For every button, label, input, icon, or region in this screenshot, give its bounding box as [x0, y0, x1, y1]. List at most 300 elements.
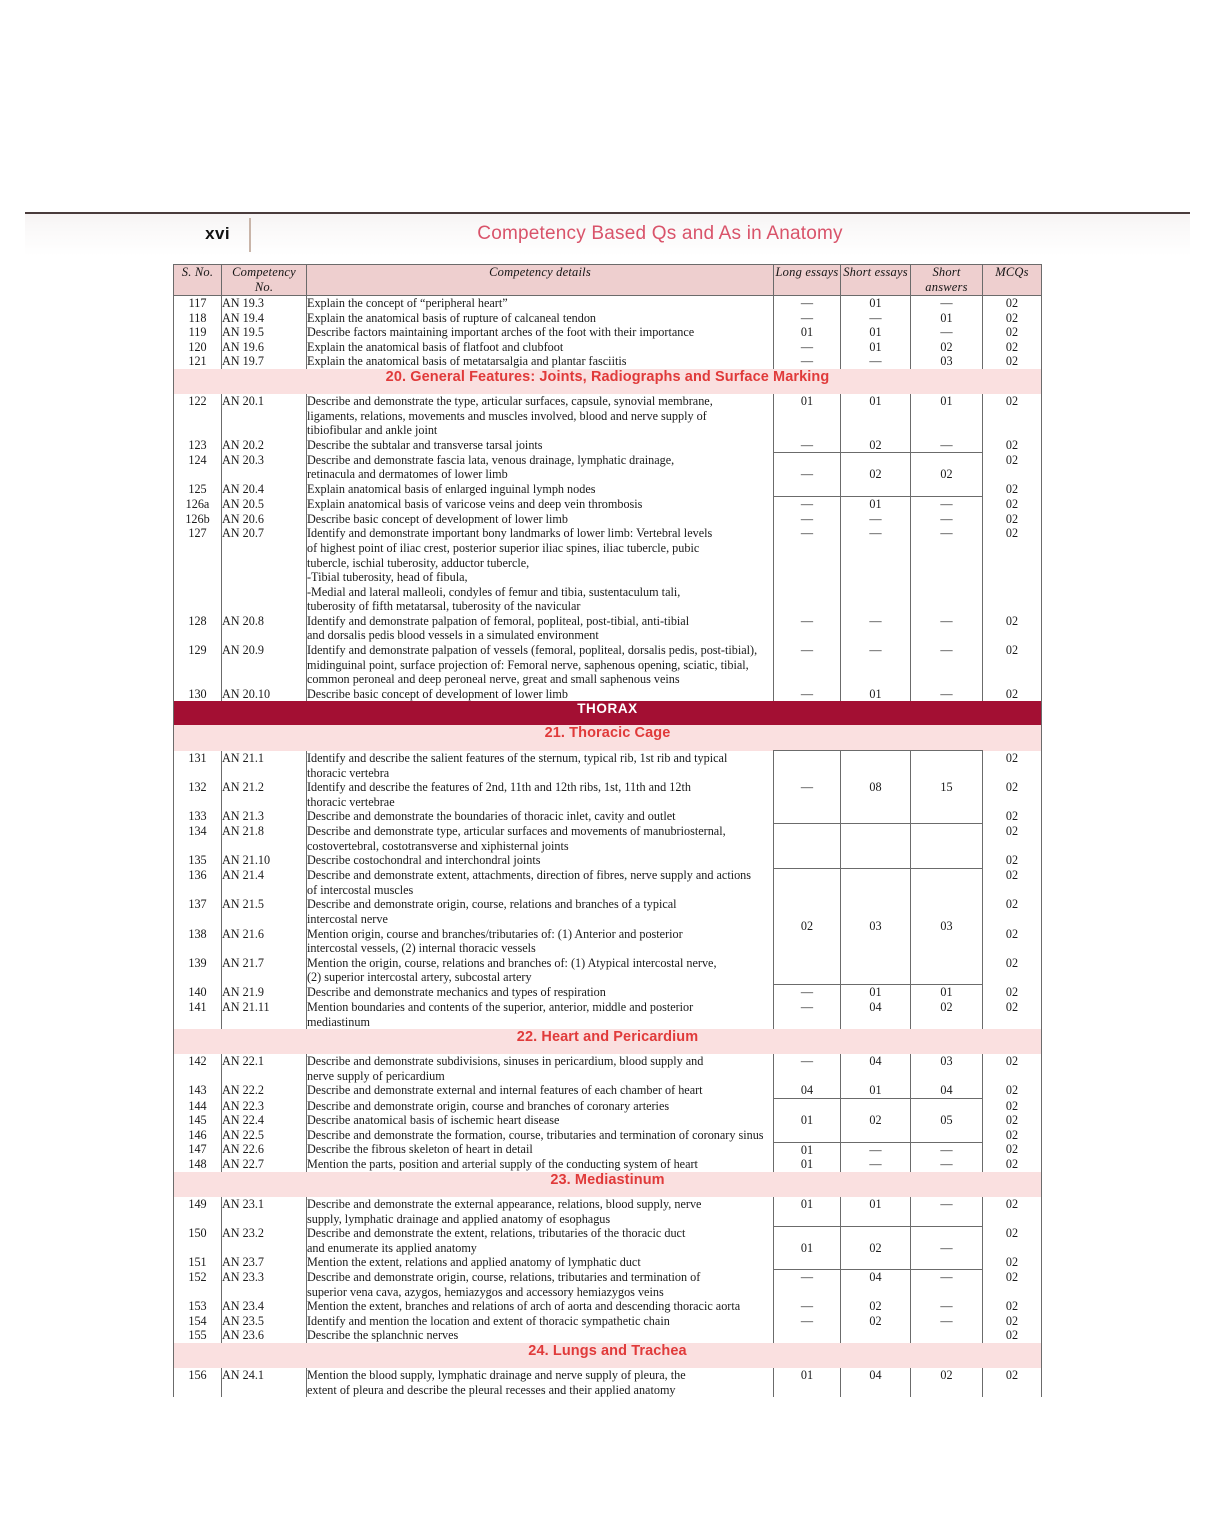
- cell-serial-number: 131: [174, 751, 222, 780]
- cell-competency-number: AN 21.2: [222, 780, 307, 809]
- cell-short-answers: 02: [911, 453, 983, 497]
- section-band-label: 24. Lungs and Trachea: [174, 1343, 1042, 1368]
- detail-line: midinguinal point, surface projection of: Femoral nerve, saphenous opening, sciatic, tibial,: [307, 657, 749, 672]
- region-band-label: THORAX: [174, 701, 1042, 725]
- detail-line: tibiofibular and ankle joint: [307, 423, 438, 438]
- cell-long-essays: 01: [774, 394, 841, 438]
- cell-competency-number: AN 22.2: [222, 1083, 307, 1098]
- detail-line: Mention the parts, position and arterial supply of the conducting system of heart: [307, 1157, 698, 1172]
- cell-mcqs: 02: [983, 824, 1042, 853]
- detail-line: Identify and mention the location and extent of thoracic sympathetic chain: [307, 1313, 670, 1328]
- cell-competency-number: AN 21.4: [222, 868, 307, 897]
- detail-line: retinacula and dermatomes of lower limb: [307, 467, 508, 482]
- cell-mcqs: 02: [983, 687, 1042, 702]
- section-band-row: [174, 1172, 1042, 1197]
- cell-competency-number: AN 22.5: [222, 1128, 307, 1143]
- detail-line: tuberosity of fifth metatarsal, tuberosity of the navicular: [307, 599, 581, 614]
- col-header-long-essays: Long essays: [774, 265, 841, 296]
- cell-short-answers: [911, 824, 983, 853]
- detail-line: superior vena cava, azygos, hemiazygos and accessory hemiazygos veins: [307, 1284, 664, 1299]
- cell-serial-number: 148: [174, 1157, 222, 1172]
- col-header-short-answers: Short answers: [911, 265, 983, 296]
- cell-short-essays: 04: [841, 1054, 911, 1083]
- section-band-row: [174, 725, 1042, 751]
- detail-line: Describe the fibrous skeleton of heart in detail: [307, 1142, 533, 1157]
- cell-long-essays: 04: [774, 1083, 841, 1098]
- cell-long-essays: 02: [774, 868, 841, 985]
- cell-competency-number: AN 21.1: [222, 751, 307, 780]
- cell-mcqs: 02: [983, 453, 1042, 482]
- page-folio-number: xvi: [205, 224, 230, 243]
- cell-serial-number: 156: [174, 1368, 222, 1397]
- table-row: [174, 751, 1042, 780]
- detail-line: Mention the blood supply, lymphatic drainage and nerve supply of pleura, the: [307, 1367, 686, 1382]
- cell-short-answers: 02: [911, 340, 983, 355]
- cell-serial-number: 129: [174, 643, 222, 687]
- cell-competency-number: AN 22.3: [222, 1099, 307, 1114]
- detail-line: Identify and demonstrate palpation of vessels (femoral, popliteal, dorsalis pedis, post-tibial),: [307, 643, 758, 658]
- detail-line: Describe the splanchnic nerves: [307, 1328, 459, 1343]
- cell-competency-number: AN 23.1: [222, 1197, 307, 1226]
- cell-competency-number: AN 20.2: [222, 438, 307, 453]
- cell-short-answers: —: [911, 296, 983, 311]
- table-row: [174, 394, 1042, 438]
- detail-line: Describe and demonstrate the boundaries of thoracic inlet, cavity and outlet: [307, 809, 676, 824]
- cell-short-answers: —: [911, 1157, 983, 1172]
- cell-long-essays: —: [774, 751, 841, 824]
- cell-short-essays: 02: [841, 1099, 911, 1143]
- cell-mcqs: 02: [983, 1255, 1042, 1270]
- cell-long-essays: —: [774, 311, 841, 326]
- detail-line: extent of pleura and describe the pleural recesses and their applied anatomy: [307, 1382, 676, 1397]
- cell-competency-number: AN 22.1: [222, 1054, 307, 1083]
- cell-competency-number: AN 20.3: [222, 453, 307, 482]
- cell-competency-details: [307, 354, 774, 369]
- cell-short-essays: 02: [841, 1299, 911, 1314]
- detail-line: (2) superior intercostal artery, subcostal artery: [307, 970, 532, 985]
- section-band-label: 20. General Features: Joints, Radiographs and Surface Marking: [174, 369, 1042, 394]
- cell-mcqs: 02: [983, 780, 1042, 809]
- col-header-details: Competency details: [307, 265, 774, 296]
- cell-serial-number: 136: [174, 868, 222, 897]
- cell-competency-details: [307, 512, 774, 527]
- table-row: [174, 1099, 1042, 1114]
- table-row: [174, 824, 1042, 853]
- detail-line: Describe and demonstrate the type, articular surfaces, capsule, synovial membrane,: [307, 393, 713, 408]
- table-row: [174, 1226, 1042, 1255]
- cell-serial-number: 119: [174, 325, 222, 340]
- running-header: [25, 212, 1190, 256]
- detail-line: Describe and demonstrate extent, attachments, direction of fibres, nerve supply and actions: [307, 868, 752, 883]
- detail-line: Describe basic concept of development of lower limb: [307, 511, 568, 526]
- cell-long-essays: 01: [774, 1368, 841, 1397]
- cell-competency-details: [307, 853, 774, 868]
- cell-short-answers: [911, 1328, 983, 1343]
- cell-short-answers: —: [911, 325, 983, 340]
- cell-short-essays: —: [841, 614, 911, 643]
- table-row: [174, 340, 1042, 355]
- cell-mcqs: 02: [983, 394, 1042, 438]
- section-band-row: [174, 1343, 1042, 1368]
- cell-competency-details: [307, 1142, 774, 1157]
- cell-competency-details: [307, 1099, 774, 1114]
- cell-mcqs: 02: [983, 1328, 1042, 1343]
- cell-competency-number: AN 20.5: [222, 497, 307, 512]
- cell-competency-details: [307, 1197, 774, 1226]
- cell-mcqs: 02: [983, 325, 1042, 340]
- detail-line: thoracic vertebra: [307, 765, 390, 780]
- cell-mcqs: 02: [983, 1157, 1042, 1172]
- table-row: [174, 1299, 1042, 1314]
- detail-line: Describe and demonstrate type, articular surfaces and movements of manubriosternal,: [307, 823, 726, 838]
- cell-mcqs: 02: [983, 897, 1042, 926]
- cell-competency-details: [307, 1314, 774, 1329]
- table-row: [174, 868, 1042, 897]
- cell-short-essays: [841, 1328, 911, 1343]
- cell-serial-number: 154: [174, 1314, 222, 1329]
- cell-long-essays: —: [774, 1054, 841, 1083]
- detail-line: Explain the concept of “peripheral heart”: [307, 296, 508, 310]
- cell-short-essays: —: [841, 354, 911, 369]
- detail-line: tubercle, ischial tuberosity, adductor tubercle,: [307, 555, 530, 570]
- cell-competency-number: AN 21.5: [222, 897, 307, 926]
- cell-mcqs: 02: [983, 482, 1042, 497]
- cell-long-essays: —: [774, 453, 841, 497]
- table-header-row: [174, 265, 1042, 296]
- cell-competency-details: [307, 868, 774, 897]
- cell-competency-details: [307, 897, 774, 926]
- cell-long-essays: 01: [774, 325, 841, 340]
- detail-line: -Medial and lateral malleoli, condyles of femur and tibia, sustentaculum tali,: [307, 584, 681, 599]
- cell-serial-number: 125: [174, 482, 222, 497]
- cell-short-essays: [841, 824, 911, 853]
- cell-competency-number: AN 21.6: [222, 927, 307, 956]
- section-band-label: 22. Heart and Pericardium: [174, 1029, 1042, 1054]
- detail-line: Explain the anatomical basis of rupture of calcaneal tendon: [307, 310, 597, 325]
- cell-short-essays: 02: [841, 1314, 911, 1329]
- table-row: [174, 1000, 1042, 1029]
- cell-competency-details: [307, 526, 774, 614]
- detail-line: ligaments, relations, movements and muscles involved, blood and nerve supply of: [307, 408, 707, 423]
- cell-competency-number: AN 20.10: [222, 687, 307, 702]
- cell-mcqs: 02: [983, 956, 1042, 985]
- cell-competency-details: [307, 1128, 774, 1143]
- cell-competency-number: AN 19.7: [222, 354, 307, 369]
- cell-long-essays: 01: [774, 1142, 841, 1157]
- cell-long-essays: —: [774, 1299, 841, 1314]
- cell-mcqs: 02: [983, 643, 1042, 687]
- detail-line: Describe and demonstrate mechanics and types of respiration: [307, 984, 606, 999]
- cell-competency-details: [307, 453, 774, 482]
- cell-mcqs: 02: [983, 1099, 1042, 1114]
- cell-competency-details: [307, 296, 774, 311]
- cell-serial-number: 117: [174, 296, 222, 311]
- cell-mcqs: 02: [983, 1054, 1042, 1083]
- cell-serial-number: 130: [174, 687, 222, 702]
- cell-short-essays: 02: [841, 1226, 911, 1270]
- table-row: [174, 614, 1042, 643]
- cell-short-essays: 04: [841, 1270, 911, 1299]
- cell-serial-number: 147: [174, 1142, 222, 1157]
- cell-competency-details: [307, 1113, 774, 1128]
- cell-competency-number: AN 21.10: [222, 853, 307, 868]
- detail-line: Identify and describe the salient features of the sternum, typical rib, 1st rib and typical: [307, 750, 728, 765]
- cell-mcqs: 02: [983, 526, 1042, 614]
- detail-line: Mention the extent, relations and applied anatomy of lymphatic duct: [307, 1255, 641, 1270]
- detail-line: Explain the anatomical basis of metatarsalgia and plantar fasciitis: [307, 354, 627, 369]
- cell-short-answers: —: [911, 512, 983, 527]
- cell-competency-details: [307, 1328, 774, 1343]
- col-header-sno: S. No.: [174, 265, 222, 296]
- cell-mcqs: 02: [983, 809, 1042, 824]
- cell-serial-number: 141: [174, 1000, 222, 1029]
- cell-short-answers: —: [911, 687, 983, 702]
- cell-mcqs: 02: [983, 340, 1042, 355]
- cell-long-essays: [774, 824, 841, 853]
- folio-divider: [249, 218, 251, 252]
- cell-competency-number: AN 19.3: [222, 296, 307, 311]
- cell-long-essays: —: [774, 985, 841, 1000]
- cell-serial-number: 134: [174, 824, 222, 853]
- detail-line: common peroneal and deep peroneal nerve, great and small saphenous veins: [307, 672, 680, 687]
- cell-short-answers: —: [911, 643, 983, 687]
- cell-long-essays: —: [774, 1000, 841, 1029]
- section-band-row: [174, 369, 1042, 394]
- cell-serial-number: 128: [174, 614, 222, 643]
- cell-long-essays: —: [774, 1314, 841, 1329]
- cell-competency-number: AN 22.7: [222, 1157, 307, 1172]
- cell-serial-number: 152: [174, 1270, 222, 1299]
- detail-line: Identify and demonstrate palpation of femoral, popliteal, post-tibial, anti-tibial: [307, 613, 690, 628]
- table-row: [174, 985, 1042, 1000]
- cell-serial-number: 155: [174, 1328, 222, 1343]
- col-header-mcqs: MCQs: [983, 265, 1042, 296]
- cell-short-answers: [911, 853, 983, 868]
- table-row: [174, 1083, 1042, 1098]
- cell-competency-details: [307, 1299, 774, 1314]
- cell-short-essays: —: [841, 526, 911, 614]
- cell-competency-details: [307, 497, 774, 512]
- cell-short-essays: 01: [841, 1197, 911, 1226]
- cell-short-essays: 01: [841, 296, 911, 311]
- cell-competency-details: [307, 1000, 774, 1029]
- cell-short-essays: —: [841, 1157, 911, 1172]
- cell-short-answers: 01: [911, 985, 983, 1000]
- cell-competency-details: [307, 927, 774, 956]
- cell-competency-number: AN 19.4: [222, 311, 307, 326]
- cell-long-essays: 01: [774, 1197, 841, 1226]
- cell-competency-number: AN 20.4: [222, 482, 307, 497]
- cell-competency-details: [307, 1270, 774, 1299]
- cell-mcqs: 02: [983, 614, 1042, 643]
- cell-serial-number: 143: [174, 1083, 222, 1098]
- detail-line: Describe and demonstrate external and internal features of each chamber of heart: [307, 1083, 703, 1098]
- cell-short-answers: —: [911, 497, 983, 512]
- cell-serial-number: 133: [174, 809, 222, 824]
- table-row: [174, 853, 1042, 868]
- cell-short-essays: 02: [841, 453, 911, 497]
- cell-serial-number: 138: [174, 927, 222, 956]
- cell-competency-number: AN 21.11: [222, 1000, 307, 1029]
- cell-serial-number: 124: [174, 453, 222, 482]
- cell-competency-number: AN 23.3: [222, 1270, 307, 1299]
- cell-mcqs: 02: [983, 1270, 1042, 1299]
- cell-competency-number: AN 19.6: [222, 340, 307, 355]
- detail-line: Describe and demonstrate origin, course and branches of coronary arteries: [307, 1098, 670, 1113]
- cell-short-essays: 01: [841, 394, 911, 438]
- detail-line: Describe costochondral and interchondral joints: [307, 853, 541, 868]
- cell-short-answers: 05: [911, 1099, 983, 1143]
- detail-line: Describe and demonstrate the extent, relations, tributaries of the thoracic duct: [307, 1226, 686, 1241]
- cell-mcqs: 02: [983, 1113, 1042, 1128]
- detail-line: Describe and demonstrate the formation, course, tributaries and termination of coronary sinus: [307, 1127, 764, 1142]
- cell-competency-number: AN 20.6: [222, 512, 307, 527]
- cell-competency-details: [307, 985, 774, 1000]
- cell-mcqs: 02: [983, 1197, 1042, 1226]
- table-row: [174, 1314, 1042, 1329]
- cell-long-essays: [774, 853, 841, 868]
- cell-short-answers: —: [911, 614, 983, 643]
- cell-long-essays: —: [774, 296, 841, 311]
- table-row: [174, 1142, 1042, 1157]
- detail-line: Describe the subtalar and transverse tarsal joints: [307, 437, 543, 452]
- table-row: [174, 687, 1042, 702]
- cell-short-answers: —: [911, 1226, 983, 1270]
- detail-line: Describe basic concept of development of lower limb: [307, 686, 568, 701]
- cell-short-essays: —: [841, 512, 911, 527]
- cell-short-essays: 01: [841, 687, 911, 702]
- cell-mcqs: 02: [983, 1128, 1042, 1143]
- cell-short-answers: —: [911, 526, 983, 614]
- section-band-label: 23. Mediastinum: [174, 1172, 1042, 1197]
- cell-competency-details: [307, 325, 774, 340]
- detail-line: Describe anatomical basis of ischemic heart disease: [307, 1113, 560, 1128]
- cell-serial-number: 135: [174, 853, 222, 868]
- detail-line: intercostal vessels, (2) internal thoracic vessels: [307, 941, 536, 956]
- detail-line: Identify and demonstrate important bony landmarks of lower limb: Vertebral levels: [307, 526, 713, 541]
- table-row: [174, 1054, 1042, 1083]
- detail-line: Describe factors maintaining important arches of the foot with their importance: [307, 325, 695, 340]
- cell-short-answers: —: [911, 1270, 983, 1299]
- detail-line: mediastinum: [307, 1014, 370, 1029]
- cell-competency-details: [307, 311, 774, 326]
- cell-serial-number: 126b: [174, 512, 222, 527]
- detail-line: -Tibial tuberosity, head of fibula,: [307, 570, 468, 585]
- cell-long-essays: 01: [774, 1099, 841, 1143]
- cell-competency-details: [307, 751, 774, 780]
- cell-mcqs: 02: [983, 985, 1042, 1000]
- detail-line: intercostal nerve: [307, 911, 388, 926]
- cell-mcqs: 02: [983, 927, 1042, 956]
- detail-line: Describe and demonstrate fascia lata, venous drainage, lymphatic drainage,: [307, 452, 675, 467]
- table-row: [174, 1328, 1042, 1343]
- cell-competency-details: [307, 956, 774, 985]
- cell-short-essays: 01: [841, 497, 911, 512]
- section-band-label: 21. Thoracic Cage: [174, 725, 1042, 751]
- cell-short-essays: 01: [841, 985, 911, 1000]
- cell-short-essays: 03: [841, 868, 911, 985]
- cell-serial-number: 153: [174, 1299, 222, 1314]
- cell-competency-details: [307, 687, 774, 702]
- cell-competency-number: AN 21.3: [222, 809, 307, 824]
- cell-short-answers: 03: [911, 1054, 983, 1083]
- cell-short-essays: —: [841, 311, 911, 326]
- cell-short-answers: 01: [911, 311, 983, 326]
- cell-short-essays: —: [841, 643, 911, 687]
- cell-competency-details: [307, 824, 774, 853]
- detail-line: Describe and demonstrate subdivisions, sinuses in pericardium, blood supply and: [307, 1054, 704, 1069]
- cell-competency-details: [307, 482, 774, 497]
- table-body: [174, 296, 1042, 1398]
- detail-line: and dorsalis pedis blood vessels in a simulated environment: [307, 628, 599, 643]
- detail-line: nerve supply of pericardium: [307, 1068, 445, 1083]
- detail-line: of highest point of iliac crest, posterior superior iliac spines, iliac tubercle, pubic: [307, 540, 700, 555]
- detail-line: Explain the anatomical basis of flatfoot and clubfoot: [307, 339, 564, 354]
- cell-long-essays: —: [774, 643, 841, 687]
- cell-mcqs: 02: [983, 311, 1042, 326]
- cell-competency-number: AN 24.1: [222, 1368, 307, 1397]
- col-header-comp-no: Competency No.: [222, 265, 307, 296]
- cell-short-answers: —: [911, 1299, 983, 1314]
- cell-mcqs: 02: [983, 751, 1042, 780]
- cell-short-answers: 02: [911, 1368, 983, 1397]
- table-row: [174, 296, 1042, 311]
- cell-mcqs: 02: [983, 868, 1042, 897]
- table-row: [174, 1197, 1042, 1226]
- cell-serial-number: 122: [174, 394, 222, 438]
- cell-competency-details: [307, 614, 774, 643]
- cell-mcqs: 02: [983, 1226, 1042, 1255]
- cell-competency-number: AN 20.9: [222, 643, 307, 687]
- cell-serial-number: 150: [174, 1226, 222, 1255]
- table-row: [174, 311, 1042, 326]
- cell-competency-number: AN 19.5: [222, 325, 307, 340]
- table-row: [174, 354, 1042, 369]
- cell-short-essays: [841, 853, 911, 868]
- cell-competency-details: [307, 394, 774, 438]
- cell-competency-details: [307, 1083, 774, 1098]
- cell-long-essays: 01: [774, 1226, 841, 1270]
- cell-competency-details: [307, 809, 774, 824]
- cell-short-answers: 03: [911, 868, 983, 985]
- cell-short-answers: 03: [911, 354, 983, 369]
- cell-serial-number: 149: [174, 1197, 222, 1226]
- cell-long-essays: —: [774, 1270, 841, 1299]
- cell-competency-number: AN 21.9: [222, 985, 307, 1000]
- cell-short-answers: —: [911, 1142, 983, 1157]
- cell-competency-details: [307, 438, 774, 453]
- cell-long-essays: [774, 1328, 841, 1343]
- cell-competency-number: AN 22.6: [222, 1142, 307, 1157]
- cell-short-answers: 15: [911, 751, 983, 824]
- cell-competency-number: AN 21.8: [222, 824, 307, 853]
- cell-short-essays: 01: [841, 340, 911, 355]
- competency-table-wrapper: [173, 264, 1041, 1397]
- cell-long-essays: 01: [774, 1157, 841, 1172]
- cell-competency-number: AN 23.7: [222, 1255, 307, 1270]
- cell-competency-number: AN 22.4: [222, 1113, 307, 1128]
- cell-short-essays: 04: [841, 1000, 911, 1029]
- cell-serial-number: 118: [174, 311, 222, 326]
- cell-short-answers: 02: [911, 1000, 983, 1029]
- cell-long-essays: —: [774, 354, 841, 369]
- cell-mcqs: 02: [983, 1368, 1042, 1397]
- detail-line: Describe and demonstrate the external appearance, relations, blood supply, nerve: [307, 1196, 702, 1211]
- cell-serial-number: 127: [174, 526, 222, 614]
- cell-competency-number: AN 20.8: [222, 614, 307, 643]
- cell-mcqs: 02: [983, 1314, 1042, 1329]
- cell-serial-number: 126a: [174, 497, 222, 512]
